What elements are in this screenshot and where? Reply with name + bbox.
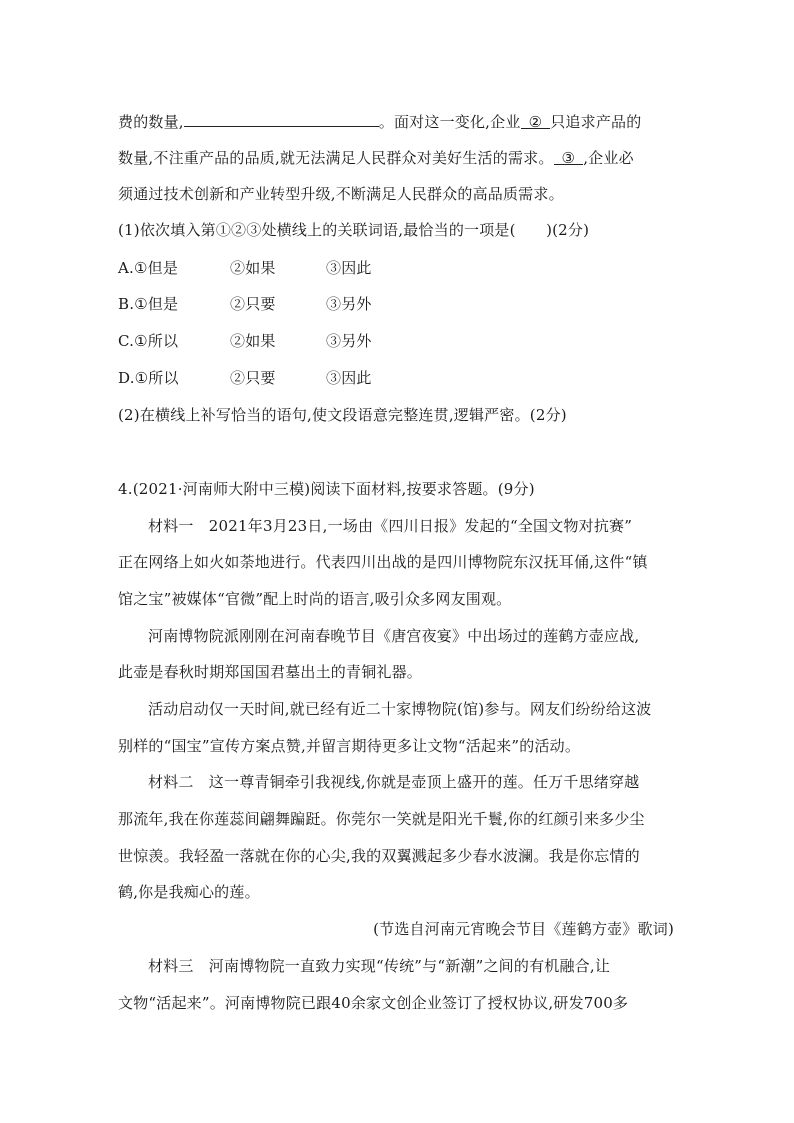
passage-line-1 bbox=[118, 110, 641, 132]
answer-blank-3[interactable]: ③ bbox=[554, 148, 584, 165]
passage-text: 。面对这一变化,企业 bbox=[378, 113, 521, 131]
material-2-line: 那流年,我在你莲蕊间翩舞蹁跹。你莞尔一笑就是阳光千鬟,你的红颜引来多少尘 bbox=[118, 810, 645, 828]
option-part: ③另外 bbox=[326, 295, 372, 313]
option-label: C.①所以 bbox=[118, 332, 179, 350]
material-1-line: 正在网络上如火如荼地进行。代表四川出战的是四川博物院东汉抚耳俑,这件“镇 bbox=[118, 553, 648, 571]
option-a[interactable] bbox=[118, 258, 372, 278]
option-part: ②只要 bbox=[230, 369, 276, 387]
passage-line-3: 须通过技术创新和产业转型升级,不断满足人民群众的高品质需求。 bbox=[118, 185, 564, 203]
material-3-line: 文物“活起来”。河南博物院已跟40余家文创企业签订了授权协议,研发700多 bbox=[118, 994, 629, 1012]
material-2-line: 材料二 这一尊青铜牵引我视线,你就是壶顶上盛开的莲。任万千思绪穿越 bbox=[148, 773, 640, 791]
option-part: ③另外 bbox=[326, 332, 372, 350]
material-1-line: 此壶是春秋时期郑国国君墓出土的青铜礼器。 bbox=[118, 663, 423, 681]
option-label: B.①但是 bbox=[118, 295, 179, 313]
material-1-line: 活动启动仅一天时间,就已经有近二十家博物院(馆)参与。网友们纷纷给这波 bbox=[148, 700, 652, 718]
option-b[interactable] bbox=[118, 294, 372, 314]
option-c[interactable] bbox=[118, 331, 372, 351]
passage-line-2 bbox=[118, 148, 634, 168]
passage-text: 只追求产品的 bbox=[550, 113, 642, 131]
material-3-line: 材料三 河南博物院一直致力实现“传统”与“新潮”之间的有机融合,让 bbox=[148, 957, 611, 975]
option-part: ③因此 bbox=[326, 369, 372, 387]
material-2-source: (节选自河南元宵晚会节目《莲鹤方壶》歌词) bbox=[373, 920, 674, 938]
passage-text: 费的数量, bbox=[118, 113, 184, 131]
option-part: ③因此 bbox=[326, 259, 372, 277]
passage-text: 数量,不注重产品的品质,就无法满足人民群众对美好生活的需求。 bbox=[118, 149, 554, 167]
question-4-header: 4.(2021·河南师大附中三模)阅读下面材料,按要求答题。(9分) bbox=[118, 480, 535, 498]
option-d[interactable] bbox=[118, 368, 372, 388]
option-label: D.①所以 bbox=[118, 369, 179, 387]
option-part: ②如果 bbox=[230, 332, 276, 350]
passage-text: ,企业必 bbox=[583, 149, 634, 167]
material-1-line: 材料一 2021年3月23日,一场由《四川日报》发起的“全国文物对抗赛” bbox=[148, 517, 633, 535]
answer-blank-2[interactable]: ② bbox=[521, 112, 551, 129]
material-2-line: 世惊羡。我轻盈一落就在你的心尖,我的双翼溅起多少春水波澜。我是你忘情的 bbox=[118, 847, 640, 865]
material-1-line: 馆之宝”被媒体“官微”配上时尚的语言,吸引众多网友围观。 bbox=[118, 590, 512, 608]
question-2-stem: (2)在横线上补写恰当的语句,使文段语意完整连贯,逻辑严密。(2分) bbox=[118, 406, 567, 424]
material-1-line: 河南博物院派刚刚在河南春晚节目《唐宫夜宴》中出场过的莲鹤方壶应战, bbox=[148, 627, 640, 645]
option-label: A.①但是 bbox=[118, 259, 179, 277]
option-part: ②如果 bbox=[230, 259, 276, 277]
option-part: ②只要 bbox=[230, 295, 276, 313]
material-1-line: 别样的“国宝”宣传方案点赞,并留言期待更多让文物“活起来”的活动。 bbox=[118, 737, 581, 755]
answer-blank-1[interactable] bbox=[184, 110, 379, 127]
material-2-line: 鹤,你是我痴心的莲。 bbox=[118, 883, 260, 901]
question-1-stem: (1)依次填入第①②③处横线上的关联词语,最恰当的一项是( )(2分) bbox=[118, 221, 590, 239]
